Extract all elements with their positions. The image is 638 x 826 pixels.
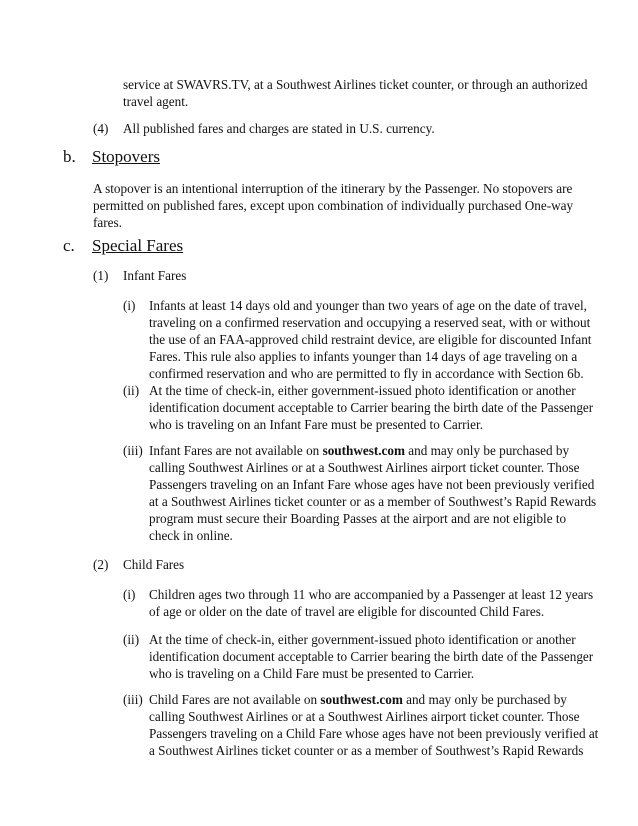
section-b-title: Stopovers	[92, 147, 160, 166]
sub2-item-i-number: (i)	[123, 587, 136, 602]
sub2-item-ii-number: (ii)	[123, 632, 140, 647]
sub2-item-iii-line-1	[149, 691, 567, 708]
sub2-item-iii-line-3: Passengers traveling on a Child Fare whose ages have not been previously verified at	[149, 726, 599, 741]
sub1-item-iii-line-3: Passengers traveling on an Infant Fare whose ages have not been previously verified	[149, 477, 595, 492]
sub1-title: Infant Fares	[123, 268, 187, 283]
sub2-item-iii-line-2: calling Southwest Airlines or at a Southwest Airlines airport ticket counter. Those	[149, 709, 580, 724]
sub2-item-iii-number: (iii)	[123, 692, 143, 707]
sub2-item-i-line-1: Children ages two through 11 who are accompanied by a Passenger at least 12 years	[149, 587, 594, 602]
southwest-link-text: southwest.com	[320, 692, 403, 707]
section-b-para-line-1: A stopover is an intentional interruption of the itinerary by the Passenger. No stopovers are	[93, 181, 573, 196]
sub1-item-i-line-4: Fares. This rule also applies to infants younger than 14 days of age traveling on a	[149, 349, 578, 364]
sub1-item-ii-number: (ii)	[123, 383, 140, 398]
sub2-item-ii-line-1: At the time of check-in, either government-issued photo identification or another	[149, 632, 576, 647]
sub2-item-iii-pre: Child Fares are not available on	[149, 692, 321, 707]
sub1-item-i-line-1: Infants at least 14 days old and younger than two years of age on the date of travel,	[149, 298, 587, 313]
sub2-item-ii-line-2: identification document acceptable to Carrier bearing the birth date of the Passenger	[149, 649, 594, 664]
sub2-number: (2)	[93, 557, 109, 572]
sub2-item-ii-line-3: who is traveling on a Child Fare must be presented to Carrier.	[149, 666, 475, 681]
section-c-title: Special Fares	[92, 236, 184, 255]
item-4-text: All published fares and charges are stated in U.S. currency.	[123, 121, 435, 136]
sub1-item-i-line-5: confirmed reservation and who are permitted to fly in accordance with Section 6b.	[149, 366, 584, 381]
sub1-item-iii-pre: Infant Fares are not available on	[149, 443, 323, 458]
item-4-number: (4)	[93, 121, 109, 136]
sub1-item-iii-line-2: calling Southwest Airlines or at a Southwest Airlines airport ticket counter. Those	[149, 460, 580, 475]
sub2-item-i-line-2: of age or older on the date of travel are eligible for discounted Child Fares.	[149, 604, 545, 619]
sub1-item-i-number: (i)	[123, 298, 136, 313]
section-b-letter: b.	[63, 147, 76, 166]
sub1-item-iii-number: (iii)	[123, 443, 143, 458]
sub1-number: (1)	[93, 268, 109, 283]
sub1-item-iii-post: and may only be purchased by	[404, 443, 570, 458]
continuation-line-2: travel agent.	[123, 94, 189, 109]
sub1-item-ii-line-2: identification document acceptable to Carrier bearing the birth date of the Passenger	[149, 400, 594, 415]
sub1-item-iii-line-4: at a Southwest Airlines ticket counter or as a member of Southwest’s Rapid Rewards	[149, 494, 597, 509]
sub1-item-iii-line-5: program must secure their Boarding Passes at the airport and are not eligible to	[149, 511, 567, 526]
section-b-para-line-2: permitted on published fares, except upon combination of individually purchased One-way	[93, 198, 574, 213]
southwest-link-text: southwest.com	[322, 443, 405, 458]
sub1-item-iii-line-6: check in online.	[149, 528, 233, 543]
sub1-item-i-line-3: the use of an FAA-approved child restraint device, are eligible for discounted Infant	[149, 332, 592, 347]
sub1-item-ii-line-1: At the time of check-in, either government-issued photo identification or another	[149, 383, 576, 398]
section-b-para-line-3: fares.	[93, 215, 122, 230]
sub2-item-iii-line-4: a Southwest Airlines ticket counter or as a member of Southwest’s Rapid Rewards	[149, 743, 584, 758]
sub1-item-iii-line-1	[149, 442, 569, 459]
sub2-title: Child Fares	[123, 557, 185, 572]
sub1-item-i-line-2: traveling on a confirmed reservation and occupying a reserved seat, with or without	[149, 315, 591, 330]
section-c-letter: c.	[63, 236, 75, 255]
continuation-line-1: service at SWAVRS.TV, at a Southwest Airlines ticket counter, or through an authorized	[123, 77, 588, 92]
sub1-item-ii-line-3: who is traveling on an Infant Fare must be presented to Carrier.	[149, 417, 483, 432]
sub2-item-iii-post: and may only be purchased by	[402, 692, 567, 707]
